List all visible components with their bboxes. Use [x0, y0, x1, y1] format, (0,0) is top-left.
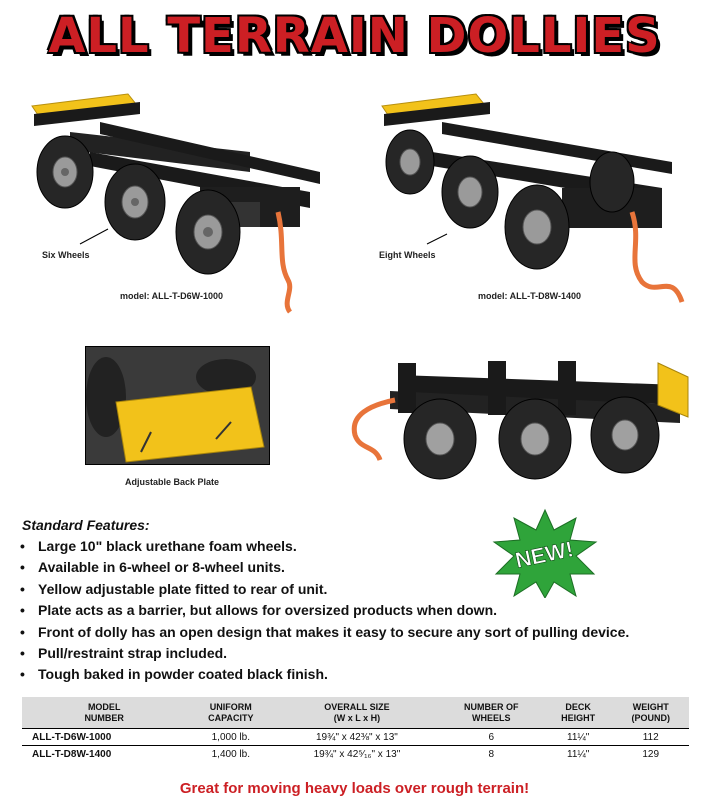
table-row [22, 729, 689, 746]
six-wheels-label: Six Wheels [42, 250, 90, 260]
header-model: MODEL NUMBER [22, 697, 186, 729]
table-row [22, 746, 689, 763]
eight-wheel-dolly-image [372, 92, 702, 322]
footer-tagline: Great for moving heavy loads over rough terrain! [179, 780, 530, 797]
side-view-dolly-image [340, 355, 695, 495]
back-plate-inset [85, 346, 270, 465]
page-title: ALL TERRAIN DOLLIES [48, 8, 661, 64]
cell-wheels: 6 [439, 729, 544, 746]
feature-item: • Yellow adjustable plate fitted to rear of unit. [20, 579, 629, 600]
header-capacity: UNIFORM CAPACITY [186, 697, 275, 729]
cell-weight: 129 [642, 748, 660, 760]
header-deck: DECK HEIGHT [544, 697, 612, 729]
eight-wheel-model-label: model: ALL-T-D8W-1400 [478, 291, 581, 301]
feature-item: • Plate acts as a barrier, but allows for oversized products when down. [20, 600, 629, 621]
features-title: Standard Features: [22, 517, 150, 533]
cell-model: ALL-T-D6W-1000 [22, 729, 186, 746]
eight-wheels-label: Eight Wheels [379, 250, 436, 260]
header-wheels: NUMBER OF WHEELS [439, 697, 544, 729]
cell-capacity: 1,000 lb. [186, 729, 275, 746]
feature-item: • Front of dolly has an open design that makes it easy to secure any sort of pulling device. [20, 622, 629, 643]
specs-table [22, 697, 689, 762]
feature-item: • Available in 6-wheel or 8-wheel units. [20, 557, 629, 578]
cell-deck: 11¼" [567, 748, 590, 760]
back-plate-image [86, 347, 269, 464]
new-badge-text: NEW! [512, 536, 576, 573]
back-plate-caption: Adjustable Back Plate [125, 477, 220, 487]
six-wheel-model-label: model: ALL-T-D6W-1000 [120, 291, 223, 301]
feature-item: • Pull/restraint strap included. [20, 643, 629, 664]
cell-size: 19¾" x 42⅜" x 13" [275, 729, 438, 746]
header-size: OVERALL SIZE (W x L x H) [275, 697, 438, 729]
cell-deck: 11¼" [544, 729, 612, 746]
cell-weight: 112 [612, 729, 689, 746]
six-wheel-dolly-image [20, 92, 340, 322]
cell-model: ALL-T-D8W-1400 [32, 748, 112, 760]
cell-wheels: 8 [488, 748, 495, 760]
new-badge [490, 508, 600, 598]
feature-item: • Tough baked in powder coated black finish. [20, 664, 629, 685]
cell-capacity: 1,400 lb. [211, 748, 250, 760]
cell-size: 19¾" x 42⁵⁄₁₆" x 13" [313, 748, 401, 760]
table-header-row [22, 697, 689, 729]
header-weight: WEIGHT (POUND) [612, 697, 689, 729]
feature-item: • Large 10" black urethane foam wheels. [20, 536, 629, 557]
